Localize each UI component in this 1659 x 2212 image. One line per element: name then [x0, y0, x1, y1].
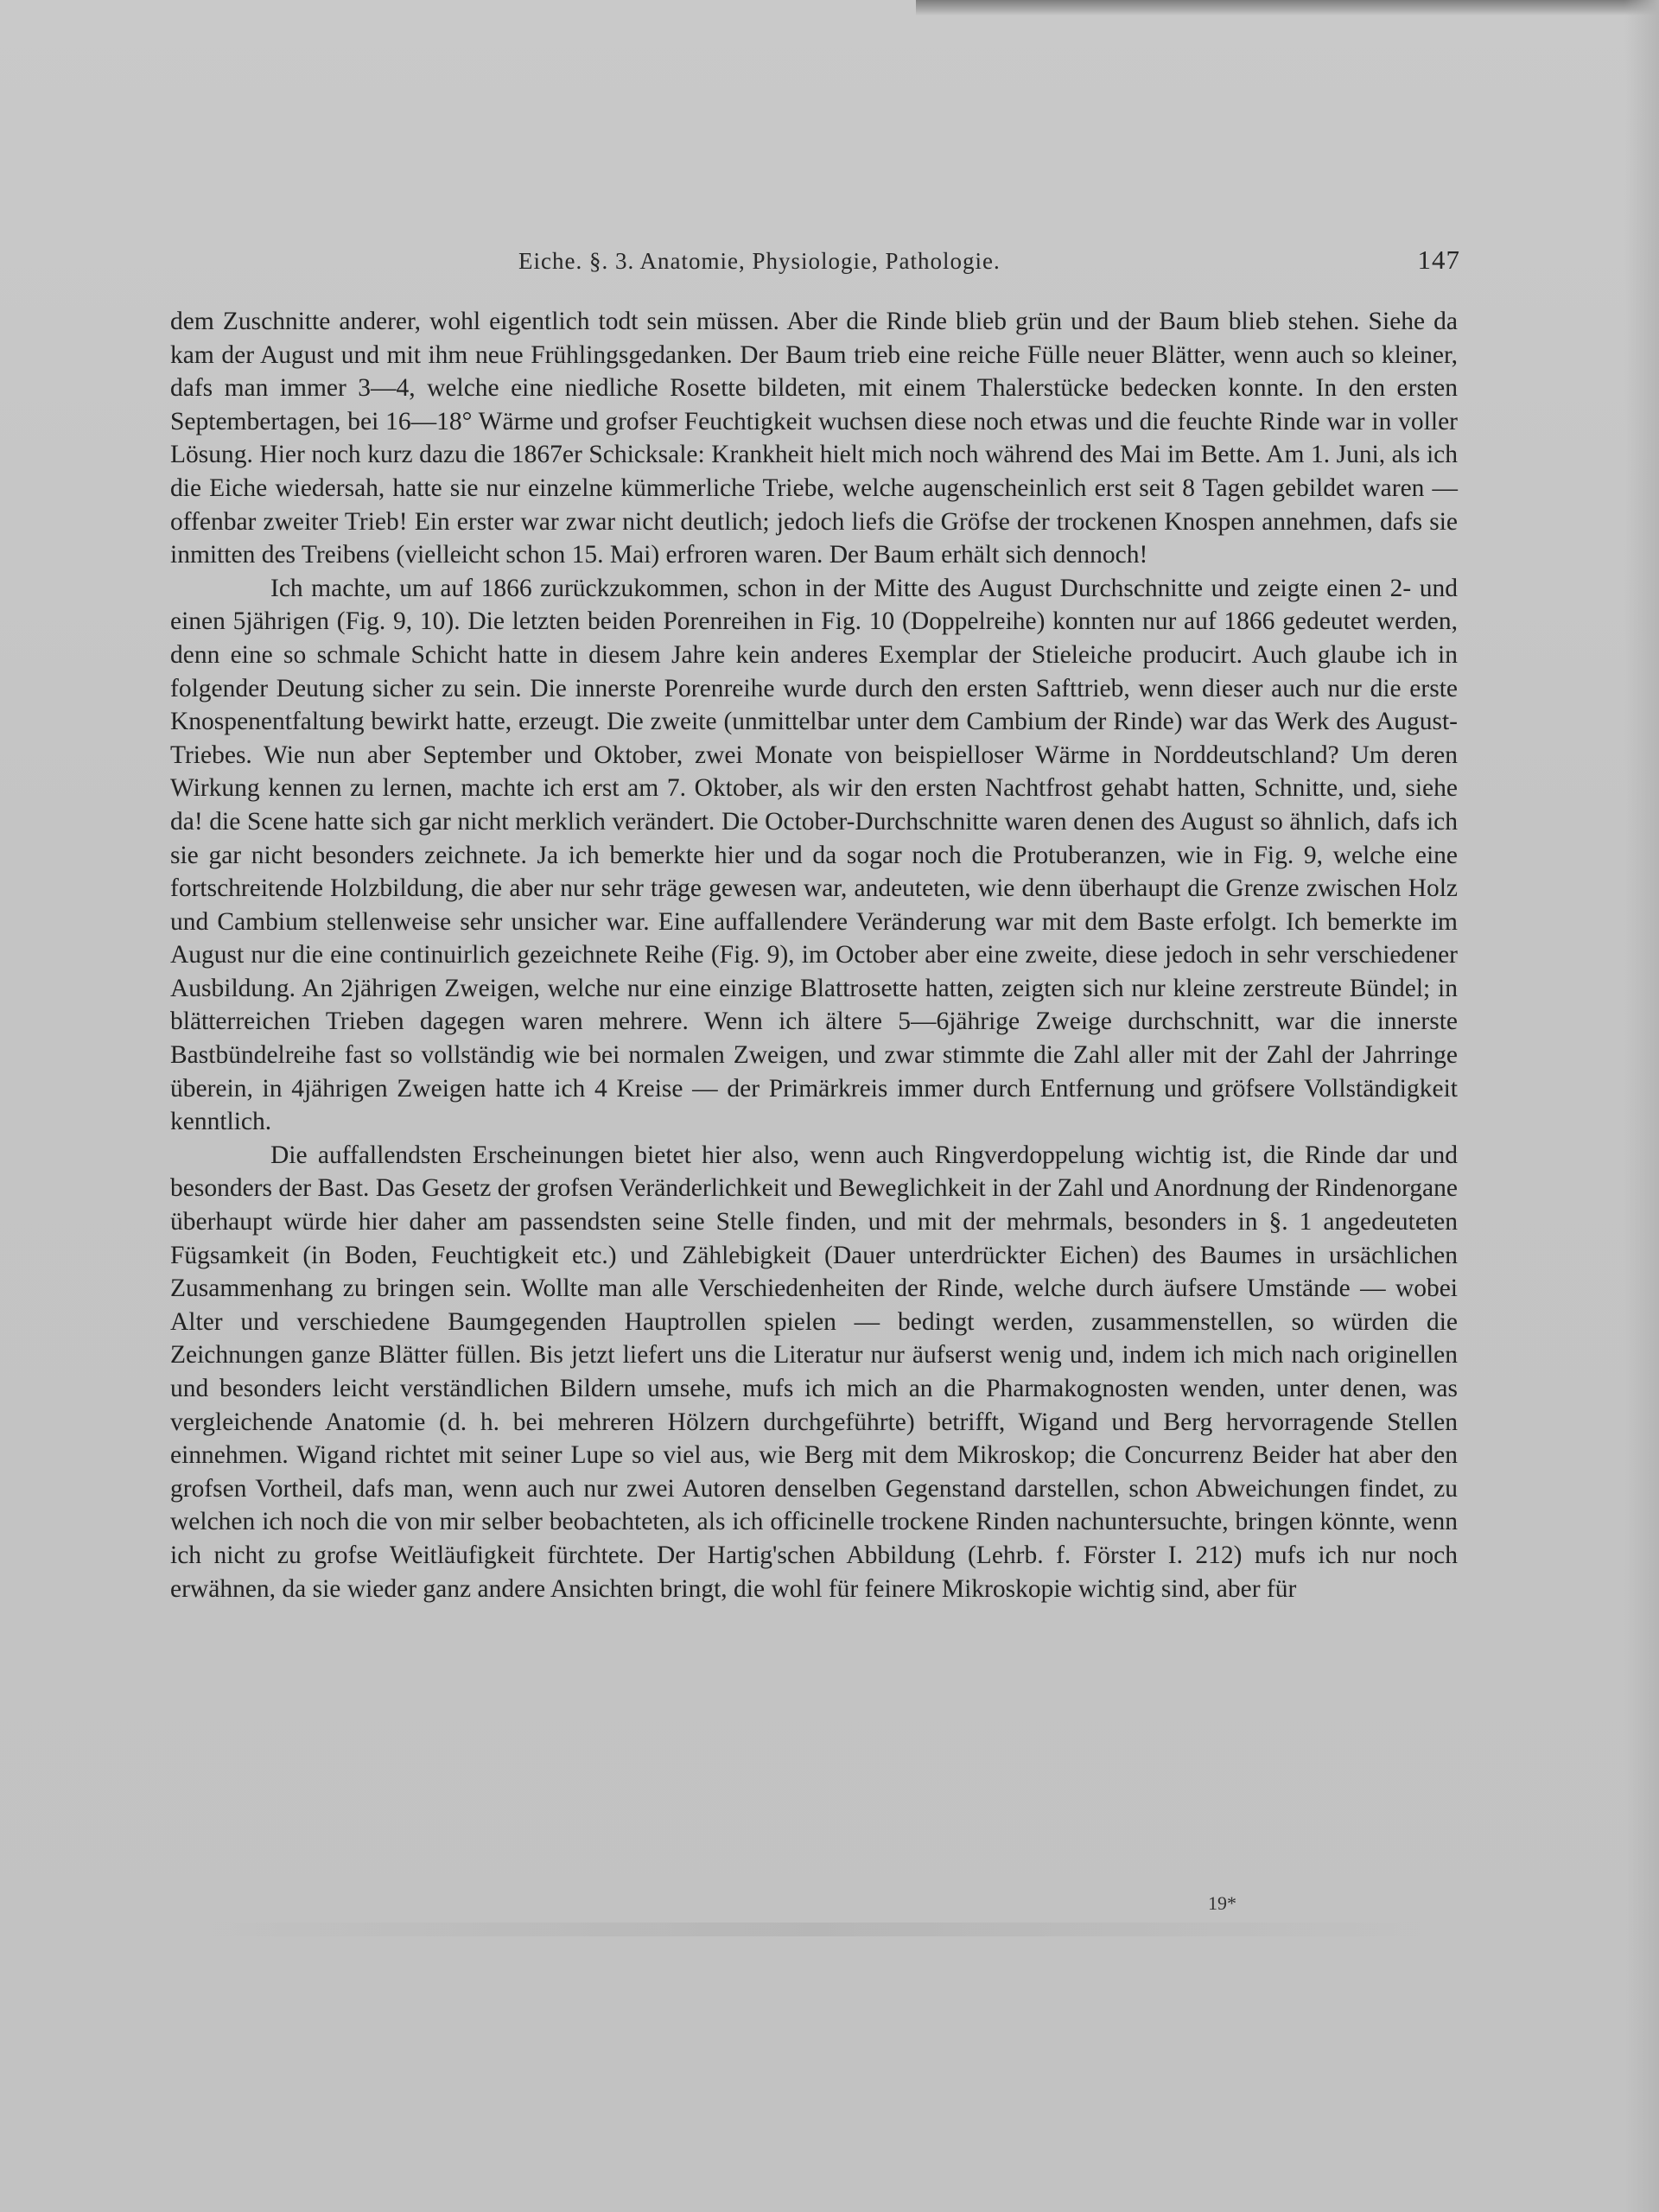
page-number: 147 [1417, 245, 1460, 275]
signature-mark: 19* [1208, 1892, 1236, 1914]
body-text [170, 305, 1458, 1605]
show-through-bleed [173, 1923, 1460, 1936]
paragraph-3: Die auffallendsten Erscheinungen bietet hier also, wenn auch Ringverdoppelung wichtig ist, die Rinde dar und besonders der Bast. Das Gesetz der grofsen Veränderlichkeit und Beweglichkeit in der Zahl und Anordnung der Rindenorgane überhaupt würde hier daher am passendsten seine Stelle finden, und mit der mehrmals, besonders in §. 1 angedeuteten Fügsamkeit (in Boden, Feuchtigkeit etc.) und Zählebigkeit (Dauer unterdrückter Eichen) des Baumes in ursächlichen Zusammenhang zu bringen sein. Wollte man alle Verschiedenheiten der Rinde, welche durch äufsere Umstände — wobei Alter und verschiedene Baumgegenden Hauptrollen spielen — bedingt werden, zusammenstellen, so würden die Zeichnungen ganze Blätter füllen. Bis jetzt liefert uns die Literatur nur äufserst wenig und, indem ich mich nach originellen und besonders leicht verständlichen Bildern umsehe, mufs ich mich an die Pharmakognosten wenden, unter denen, was vergleichende Anatomie (d. h. bei mehreren Hölzern durchgeführte) betrifft, Wigand und Berg hervorragende Stellen einnehmen. Wigand richtet mit seiner Lupe so viel aus, wie Berg mit dem Mikroskop; die Concurrenz Beider hat aber den grofsen Vortheil, dafs man, wenn auch nur zwei Autoren denselben Gegenstand darstellen, schon Abweichungen findet, zu welchen ich noch die von mir selber beobachteten, als ich officinelle trockene Rinden nachuntersuchte, bringen könnte, wenn ich nicht zu grofse Weitläufigkeit fürchtete. Der Hartig'schen Abbildung (Lehrb. f. Förster I. 212) mufs ich nur noch erwähnen, da sie wieder ganz andere Ansichten bringt, die wohl für feinere Mikroskopie wichtig sind, aber für [170, 1141, 1458, 1603]
running-head [168, 245, 1460, 279]
running-head-title: Eiche. §. 3. Anatomie, Physiologie, Pathologie. [518, 248, 1001, 274]
scan-edge-shadow [916, 0, 1659, 16]
paragraph-1: dem Zuschnitte anderer, wohl eigentlich todt sein müssen. Aber die Rinde blieb grün und der Baum blieb stehen. Siehe da kam der August und mit ihm neue Frühlingsgedanken. Der Baum trieb eine reiche Fülle neuer Blätter, wenn auch so kleiner, dafs man immer 3—4, welche eine niedliche Rosette bildeten, mit einem Thalerstücke bedecken konnte. In den ersten Septembertagen, bei 16—18° Wärme und grofser Feuchtigkeit wuchsen diese noch etwas und die feuchte Rinde war in voller Lösung. Hier noch kurz dazu die 1867er Schicksale: Krankheit hielt mich noch während des Mai im Bette. Am 1. Juni, als ich die Eiche wiedersah, hatte sie nur einzelne kümmerliche Triebe, welche augenscheinlich erst seit 8 Tagen gebildet waren — offenbar zweiter Trieb! Ein erster war zwar nicht deutlich; jedoch liefs die Gröfse der trockenen Knospen annehmen, dafs sie inmitten des Treibens (vielleicht schon 15. Mai) erfroren waren. Der Baum erhält sich dennoch! [170, 308, 1458, 569]
paragraph-2: Ich machte, um auf 1866 zurückzukommen, schon in der Mitte des August Durchschnitte und zeigte einen 2- und einen 5jährigen (Fig. 9, 10). Die letzten beiden Porenreihen in Fig. 10 (Doppelreihe) konnten nur auf 1866 gedeutet werden, denn eine so schmale Schicht hatte in diesem Jahre kein anderes Exemplar der Stieleiche producirt. Auch glaube ich in folgender Deutung sicher zu sein. Die innerste Porenreihe wurde durch den ersten Safttrieb, wenn dieser auch nur die erste Knospenentfaltung bewirkt hatte, erzeugt. Die zweite (unmittelbar unter dem Cambium der Rinde) war das Werk des August-Triebes. Wie nun aber September und Oktober, zwei Monate von beispielloser Wärme in Norddeutschland? Um deren Wirkung kennen zu lernen, machte ich erst am 7. Oktober, als wir den ersten Nachtfrost gehabt hatten, Schnitte, und, siehe da! die Scene hatte sich gar nicht merklich verändert. Die October-Durchschnitte waren denen des August so ähnlich, dafs ich sie gar nicht besonders zeichnete. Ja ich bemerkte hier und da sogar noch die Protuberanzen, wie in Fig. 9, welche eine fortschreitende Holzbildung, die aber nur sehr träge gewesen war, andeuteten, wie denn überhaupt die Grenze zwischen Holz und Cambium stellenweise sehr unsicher war. Eine auffallendere Veränderung war mit dem Baste erfolgt. Ich bemerkte im August nur die eine continuirlich gezeichnete Reihe (Fig. 9), im October aber eine zweite, diese jedoch in sehr verschiedener Ausbildung. An 2jährigen Zweigen, welche nur eine einzige Blattrosette hatten, zeigten sich nur kleine zerstreute Bündel; in blätterreichen Trieben dagegen waren mehrere. Wenn ich ältere 5—6jährige Zweige durchschnitt, war die innerste Bastbündelreihe fast so vollständig wie bei normalen Zweigen, und zwar stimmte die Zahl aller mit der Zahl der Jahrringe überein, in 4jährigen Zweigen hatte ich 4 Kreise — der Primärkreis immer durch Entfernung und gröfsere Vollständigkeit kenntlich. [170, 574, 1458, 1136]
scan-right-edge [1624, 0, 1659, 2212]
